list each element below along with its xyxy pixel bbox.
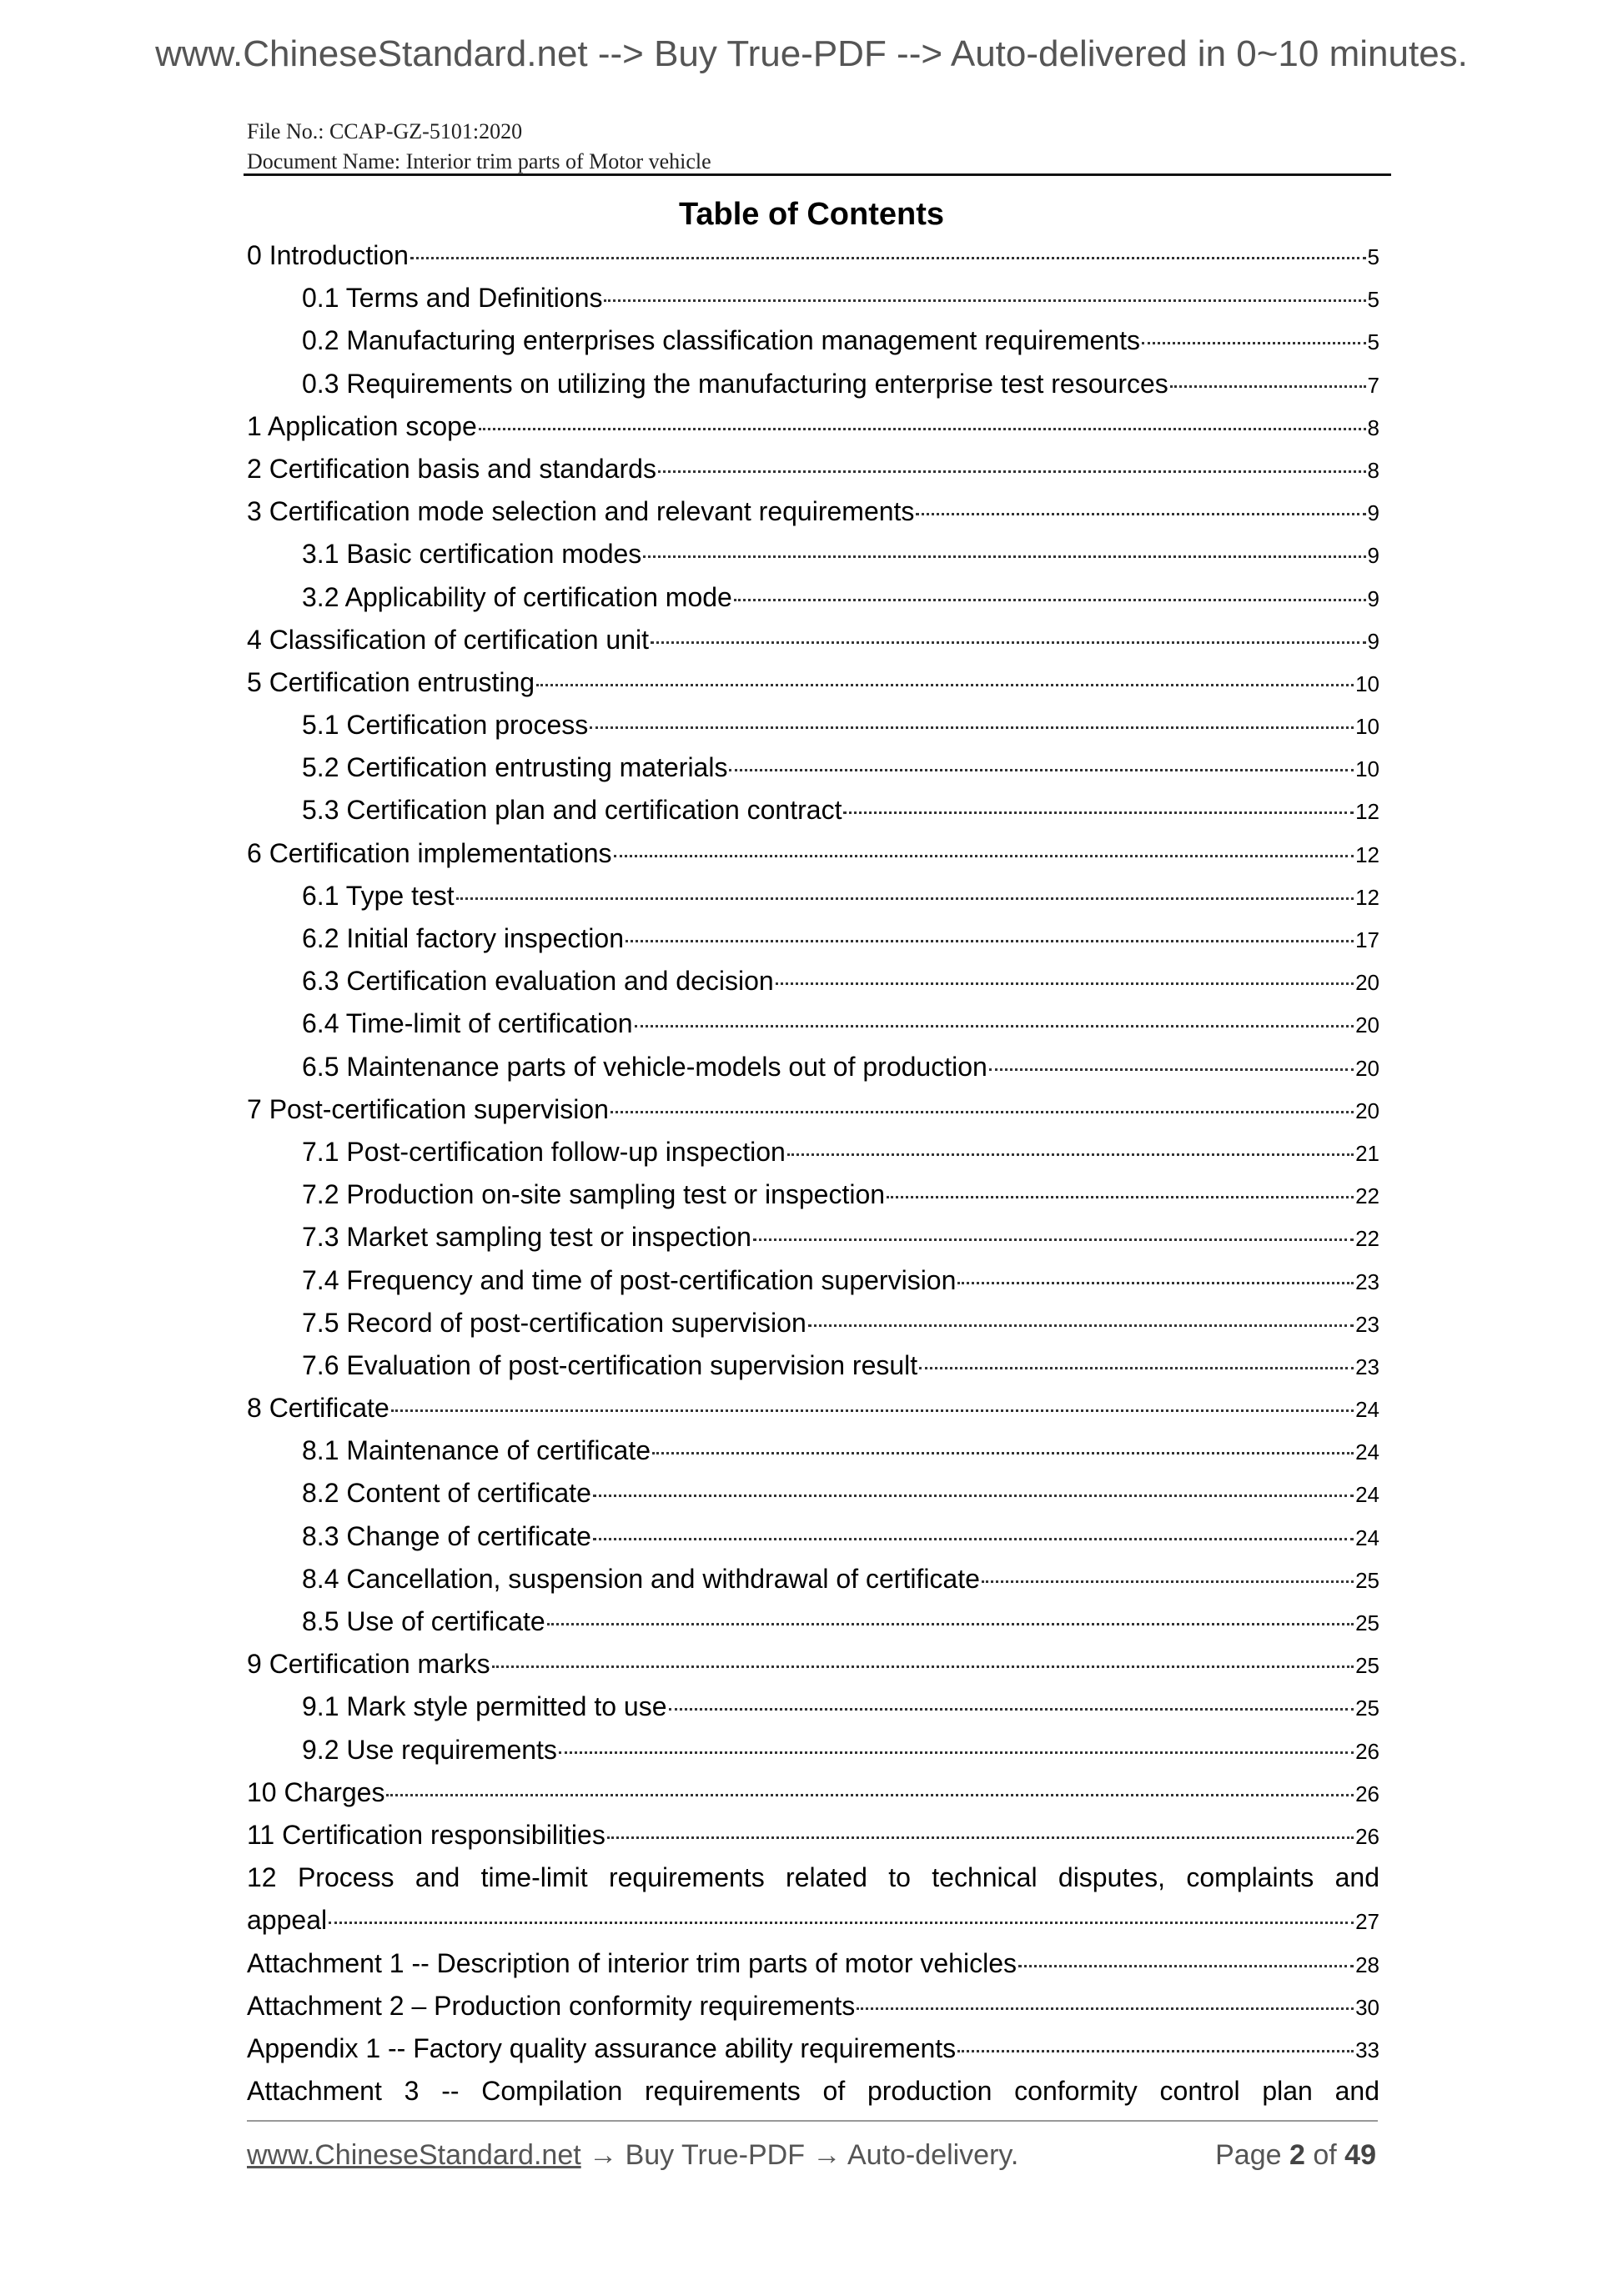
toc-entry-title: 6 Certification implementations — [247, 837, 612, 868]
toc-entry-page: 9 — [1367, 543, 1379, 569]
toc-entry-title: 5.1 Certification process — [302, 710, 589, 741]
toc-entry[interactable] — [247, 2076, 1379, 2118]
toc-entry-title: 8.5 Use of certificate — [302, 1606, 545, 1636]
dot-leader — [843, 811, 1354, 814]
dot-leader — [957, 1281, 1354, 1284]
toc-entry-title: 7.2 Production on-site sampling test or inspection — [302, 1179, 886, 1210]
toc-entry-page: 21 — [1355, 1140, 1379, 1166]
dot-leader — [593, 1494, 1354, 1497]
toc-entry-title: Attachment 2 – Production conformity requirements — [247, 1990, 856, 2021]
toc-entry-title: Attachment 3 -- Compilation requirements of production conformity control plan and — [247, 2076, 1379, 2107]
dot-leader — [607, 1836, 1354, 1839]
toc-entry[interactable] — [247, 369, 1379, 411]
toc-entry[interactable] — [247, 496, 1379, 539]
dot-leader — [989, 1068, 1354, 1071]
toc-entry-title: 5 Certification entrusting — [247, 666, 535, 697]
toc-entry-page: 24 — [1355, 1482, 1379, 1508]
toc-entry[interactable] — [247, 539, 1379, 581]
toc-entry[interactable] — [247, 1052, 1379, 1094]
toc-entry[interactable] — [247, 1564, 1379, 1606]
dot-leader — [492, 1665, 1354, 1668]
toc-entry-page: 20 — [1355, 970, 1379, 996]
toc-entry-title: 6.1 Type test — [302, 880, 455, 911]
toc-entry-title: 8.2 Content of certificate — [302, 1478, 591, 1509]
promo-banner: www.ChineseStandard.net --> Buy True-PDF --> Auto-delivered in 0~10 minutes. — [155, 33, 1468, 74]
toc-entry[interactable] — [247, 1820, 1379, 1862]
toc-entry[interactable] — [247, 1862, 1379, 1905]
toc-entry-title: appeal — [247, 1905, 328, 1936]
dot-leader — [329, 1921, 1354, 1924]
toc-entry-page: 20 — [1355, 1098, 1379, 1123]
footer-divider — [247, 2120, 1378, 2122]
toc-entry[interactable] — [247, 752, 1379, 795]
toc-title: Table of Contents — [678, 197, 945, 232]
toc-entry-page: 33 — [1355, 2037, 1379, 2062]
table-of-contents — [247, 240, 1379, 2118]
toc-entry-title: 8.4 Cancellation, suspension and withdrawal of certificate — [302, 1563, 980, 1594]
toc-entry-page: 30 — [1355, 1994, 1379, 2020]
toc-entry-page: 10 — [1355, 671, 1379, 696]
toc-entry[interactable] — [247, 1606, 1379, 1649]
dot-leader — [479, 427, 1366, 430]
toc-entry-title: 9 Certification marks — [247, 1649, 490, 1680]
dot-leader — [982, 1580, 1354, 1583]
dot-leader — [887, 1195, 1354, 1198]
toc-entry-title: 3.2 Applicability of certification mode — [302, 581, 732, 612]
dot-leader — [808, 1324, 1354, 1327]
dot-leader — [957, 2049, 1354, 2052]
toc-entry-page: 7 — [1367, 372, 1379, 398]
toc-entry-title: 9.2 Use requirements — [302, 1734, 557, 1765]
toc-entry-page: 8 — [1367, 457, 1379, 483]
toc-entry[interactable] — [247, 923, 1379, 966]
dot-leader — [590, 726, 1354, 729]
page-label: Page — [1215, 2139, 1282, 2171]
toc-entry[interactable] — [247, 1478, 1379, 1520]
toc-entry-page: 5 — [1367, 329, 1379, 355]
toc-entry-title: 5.2 Certification entrusting materials — [302, 752, 728, 783]
dot-leader — [787, 1153, 1354, 1156]
toc-entry-page: 26 — [1355, 1781, 1379, 1806]
toc-entry[interactable] — [247, 1521, 1379, 1564]
toc-entry-title: 2 Certification basis and standards — [247, 453, 656, 484]
toc-entry[interactable] — [247, 1308, 1379, 1350]
toc-entry-page: 27 — [1355, 1909, 1379, 1935]
dot-leader — [614, 854, 1354, 857]
toc-entry-page: 25 — [1355, 1567, 1379, 1593]
toc-entry[interactable] — [247, 1008, 1379, 1051]
toc-entry-title: 3 Certification mode selection and relevant requirements — [247, 496, 915, 527]
toc-entry-page: 20 — [1355, 1012, 1379, 1038]
toc-entry-page: 23 — [1355, 1269, 1379, 1294]
dot-leader — [410, 256, 1366, 259]
dot-leader — [604, 299, 1365, 302]
toc-entry[interactable] — [247, 1179, 1379, 1222]
toc-entry-page: 5 — [1367, 244, 1379, 269]
toc-entry[interactable] — [247, 325, 1379, 368]
dot-leader — [1170, 384, 1366, 388]
toc-entry[interactable] — [247, 1435, 1379, 1478]
dot-leader — [734, 598, 1366, 601]
document-name: Document Name: Interior trim parts of Motor vehicle — [247, 149, 711, 173]
toc-entry[interactable] — [247, 625, 1379, 667]
toc-entry[interactable] — [247, 1649, 1379, 1691]
toc-entry-page: 25 — [1355, 1610, 1379, 1635]
toc-entry-title: 0.2 Manufacturing enterprises classification management requirements — [302, 325, 1140, 356]
toc-entry-title: 7 Post-certification supervision — [247, 1093, 609, 1124]
dot-leader — [776, 982, 1354, 985]
toc-entry-title: 1 Application scope — [247, 410, 477, 441]
toc-entry-title: 6.5 Maintenance parts of vehicle-models out of production — [302, 1051, 987, 1082]
page-indicator — [1215, 2139, 1376, 2172]
toc-entry-title: 7.1 Post-certification follow-up inspection — [302, 1136, 786, 1167]
toc-entry[interactable] — [247, 1777, 1379, 1820]
dot-leader — [559, 1751, 1354, 1754]
toc-entry-page: 23 — [1355, 1311, 1379, 1337]
toc-entry-page: 8 — [1367, 414, 1379, 440]
toc-entry-page: 17 — [1355, 927, 1379, 952]
dot-leader — [857, 2007, 1354, 2010]
dot-leader — [651, 641, 1366, 644]
toc-entry-page: 12 — [1355, 799, 1379, 825]
toc-entry-title: 3.1 Basic certification modes — [302, 539, 642, 570]
toc-entry-title: 12 Process and time-limit requirements related to technical disputes, complaints and — [247, 1862, 1379, 1893]
toc-entry-page: 20 — [1355, 1055, 1379, 1081]
toc-entry[interactable] — [247, 881, 1379, 923]
toc-entry[interactable] — [247, 795, 1379, 837]
toc-entry-title: 7.4 Frequency and time of post-certification supervision — [302, 1264, 957, 1295]
toc-entry-title: 8.3 Change of certificate — [302, 1520, 591, 1551]
toc-entry[interactable] — [247, 283, 1379, 325]
toc-entry-title: 10 Charges — [247, 1776, 385, 1807]
toc-entry-title: 8.1 Maintenance of certificate — [302, 1435, 651, 1466]
toc-entry[interactable] — [247, 454, 1379, 496]
toc-entry-page: 9 — [1367, 500, 1379, 526]
toc-entry-page: 12 — [1355, 842, 1379, 867]
toc-entry-title: 9.1 Mark style permitted to use — [302, 1691, 667, 1722]
toc-entry-page: 24 — [1355, 1439, 1379, 1465]
footer-promo-text: → Buy True-PDF → Auto-delivery. — [580, 2139, 1019, 2171]
toc-entry-title: Appendix 1 -- Factory quality assurance ability requirements — [247, 2032, 957, 2063]
toc-entry-title: 11 Certification responsibilities — [247, 1819, 605, 1850]
toc-entry[interactable] — [247, 1350, 1379, 1393]
toc-entry-page: 26 — [1355, 1738, 1379, 1764]
toc-entry-title: 6.3 Certification evaluation and decision — [302, 966, 774, 997]
toc-entry-title: 7.5 Record of post-certification supervision — [302, 1307, 806, 1338]
dot-leader — [536, 683, 1354, 686]
toc-entry-page: 25 — [1355, 1696, 1379, 1721]
toc-entry[interactable] — [247, 1735, 1379, 1777]
toc-entry[interactable] — [247, 1905, 1379, 1947]
footer-promo — [247, 2139, 1018, 2172]
toc-entry-title: 8 Certificate — [247, 1393, 389, 1424]
toc-entry-title: 0.3 Requirements on utilizing the manufacturing enterprise test resources — [302, 368, 1168, 399]
page-footer — [247, 2139, 1376, 2172]
toc-entry[interactable] — [247, 1991, 1379, 2033]
toc-entry[interactable] — [247, 710, 1379, 752]
dot-leader — [635, 1024, 1354, 1027]
toc-entry-title: 0 Introduction — [247, 240, 409, 270]
toc-entry-page: 24 — [1355, 1525, 1379, 1550]
toc-entry-title: Attachment 1 -- Description of interior trim parts of motor vehicles — [247, 1947, 1017, 1978]
dot-leader — [593, 1537, 1354, 1540]
dot-leader — [658, 470, 1366, 473]
dot-leader — [626, 939, 1354, 942]
toc-entry-page: 10 — [1355, 714, 1379, 740]
toc-entry-title: 5.3 Certification plan and certification contract — [302, 795, 842, 826]
dot-leader — [919, 1366, 1354, 1369]
dot-leader — [611, 1110, 1354, 1113]
toc-entry[interactable] — [247, 1691, 1379, 1734]
toc-entry-page: 5 — [1367, 287, 1379, 313]
toc-entry[interactable] — [247, 2033, 1379, 2076]
toc-entry-page: 24 — [1355, 1397, 1379, 1423]
dot-leader — [456, 897, 1354, 900]
dot-leader — [1142, 341, 1366, 344]
dot-leader — [652, 1451, 1354, 1454]
dot-leader — [916, 512, 1365, 515]
toc-entry[interactable] — [247, 838, 1379, 881]
dot-leader — [729, 768, 1354, 771]
toc-entry-title: 4 Classification of certification unit — [247, 624, 649, 655]
toc-entry-page: 26 — [1355, 1823, 1379, 1849]
dot-leader — [1018, 1964, 1354, 1967]
toc-entry-page: 9 — [1367, 628, 1379, 654]
footer-site-link[interactable]: www.ChineseStandard.net — [247, 2139, 581, 2171]
toc-entry-page: 22 — [1355, 1226, 1379, 1252]
toc-entry[interactable] — [247, 1137, 1379, 1179]
toc-entry[interactable] — [247, 1948, 1379, 1991]
toc-entry[interactable] — [247, 966, 1379, 1008]
toc-entry-title: 6.4 Time-limit of certification — [302, 1008, 633, 1039]
header-divider — [244, 173, 1391, 176]
toc-entry[interactable] — [247, 667, 1379, 710]
dot-leader — [386, 1793, 1354, 1796]
page-of-label: of — [1313, 2139, 1337, 2171]
current-page: 2 — [1289, 2139, 1305, 2171]
total-pages: 49 — [1344, 2139, 1376, 2171]
toc-entry[interactable] — [247, 1222, 1379, 1264]
toc-entry-page: 12 — [1355, 884, 1379, 910]
toc-entry-title: 6.2 Initial factory inspection — [302, 923, 624, 953]
toc-entry[interactable] — [247, 1393, 1379, 1435]
toc-entry-page: 9 — [1367, 585, 1379, 611]
toc-entry[interactable] — [247, 1094, 1379, 1137]
toc-entry-title: 7.3 Market sampling test or inspection — [302, 1222, 751, 1253]
toc-entry[interactable] — [247, 582, 1379, 625]
dot-leader — [643, 555, 1365, 558]
toc-entry-page: 10 — [1355, 756, 1379, 782]
dot-leader — [753, 1238, 1354, 1241]
toc-entry-page: 25 — [1355, 1653, 1379, 1679]
toc-entry[interactable] — [247, 411, 1379, 454]
toc-entry-title: 0.1 Terms and Definitions — [302, 283, 603, 314]
toc-entry-page: 22 — [1355, 1183, 1379, 1209]
document-header — [247, 117, 1391, 177]
toc-entry-page: 28 — [1355, 1952, 1379, 1977]
dot-leader — [669, 1707, 1354, 1711]
dot-leader — [547, 1622, 1354, 1625]
file-number: File No.: CCAP-GZ-5101:2020 — [247, 119, 523, 143]
toc-entry[interactable] — [247, 240, 1379, 283]
toc-entry-page: 23 — [1355, 1354, 1379, 1379]
toc-entry[interactable] — [247, 1265, 1379, 1308]
toc-entry-title: 7.6 Evaluation of post-certification supervision result — [302, 1349, 918, 1380]
dot-leader — [391, 1409, 1354, 1412]
